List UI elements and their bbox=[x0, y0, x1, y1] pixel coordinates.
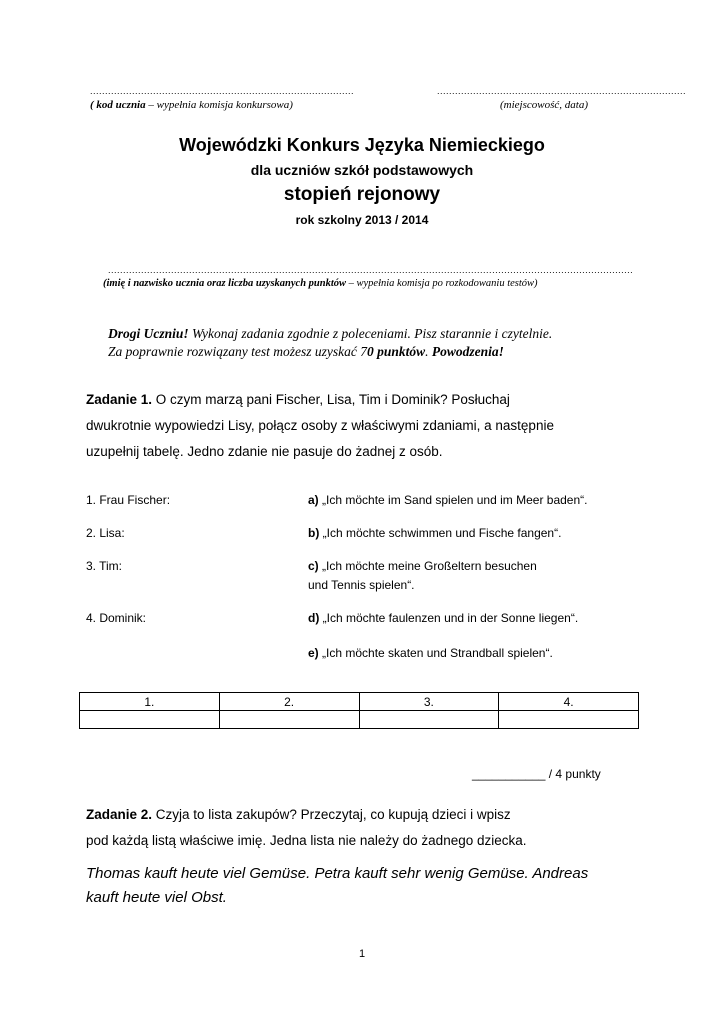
option-e-text: „Ich möchte skaten und Strandball spielen“. bbox=[318, 646, 553, 660]
task-1-line-1 bbox=[86, 387, 646, 413]
intro-line-2-a: Za poprawnie rozwiązany test możesz uzyskać 7 bbox=[108, 344, 367, 359]
intro-greeting: Drogi Uczniu! bbox=[108, 326, 189, 341]
answer-table-header-row bbox=[80, 693, 639, 711]
answer-cell-2[interactable] bbox=[219, 711, 359, 729]
answer-table-input-row bbox=[80, 711, 639, 729]
intro-line-1-rest: Wykonaj zadania zgodnie z poleceniami. Pisz starannie i czytelnie. bbox=[188, 326, 553, 341]
task-2-text-line-1: Thomas kauft heute viel Gemüse. Petra kauft sehr wenig Gemüse. Andreas bbox=[86, 865, 589, 882]
page-number: 1 bbox=[358, 948, 366, 960]
intro-line-1 bbox=[108, 325, 648, 343]
option-d-text: „Ich möchte faulenzen und in der Sonne liegen“. bbox=[319, 611, 579, 625]
option-c-line-2: und Tennis spielen“. bbox=[308, 578, 415, 592]
option-e bbox=[308, 644, 638, 663]
task-2-line-1-text: Czyja to lista zakupów? Przeczytaj, co kupują dzieci i wpisz bbox=[152, 807, 511, 822]
contest-subtitle: dla uczniów szkół podstawowych bbox=[250, 162, 474, 178]
task-2-heading: Zadanie 2. bbox=[86, 807, 153, 822]
student-name-caption-rest: – wypełnia komisja po rozkodowaniu testów) bbox=[346, 278, 538, 289]
task-1-instructions bbox=[86, 387, 646, 465]
option-c-text: „Ich möchte meine Großeltern besuchen bbox=[318, 559, 537, 573]
answer-cell-3[interactable] bbox=[359, 711, 499, 729]
task-1-line-1-text: O czym marzą pani Fischer, Lisa, Tim i Dominik? Posłuchaj bbox=[152, 392, 510, 407]
intro-good-luck: Powodzenia! bbox=[431, 344, 504, 359]
option-a bbox=[308, 491, 638, 510]
option-a-text: „Ich möchte im Sand spielen und im Meer baden“. bbox=[318, 493, 588, 507]
option-b bbox=[308, 524, 638, 543]
option-e-letter: e) bbox=[308, 646, 319, 660]
task-2-instructions bbox=[86, 802, 646, 854]
student-name-caption-bold: (imię i nazwisko ucznia oraz liczba uzyskanych punktów bbox=[103, 278, 347, 289]
option-c-letter: c) bbox=[308, 559, 319, 573]
answer-header-2: 2. bbox=[219, 693, 359, 711]
answer-table bbox=[79, 692, 639, 729]
student-name-caption bbox=[103, 278, 538, 289]
task-1-line-2: dwukrotnie wypowiedzi Lisy, połącz osoby z właściwymi zdaniami, a następnie bbox=[86, 418, 554, 433]
task-2-reading-text bbox=[86, 862, 646, 910]
answer-header-3: 3. bbox=[359, 693, 499, 711]
person-3: 3. Tim: bbox=[86, 559, 123, 573]
person-2: 2. Lisa: bbox=[86, 526, 125, 540]
student-name-dots: ............................................................................................................................................................................... bbox=[108, 265, 634, 275]
option-c bbox=[308, 557, 638, 595]
option-a-letter: a) bbox=[308, 493, 319, 507]
intro-line-2-b: . bbox=[425, 344, 432, 359]
student-code-dots: ........................................................................................ bbox=[90, 86, 355, 96]
task-1-heading: Zadanie 1. bbox=[86, 392, 153, 407]
contest-stage: stopień rejonowy bbox=[283, 184, 441, 205]
intro-points: 0 punktów bbox=[367, 344, 426, 359]
place-date-caption: (miejscowość, data) bbox=[500, 99, 588, 111]
task-2-text-line-2: kauft heute viel Obst. bbox=[86, 889, 227, 906]
contest-title: Wojewódzki Konkurs Języka Niemieckiego bbox=[179, 135, 545, 155]
student-code-caption-rest: – wypełnia komisja konkursowa) bbox=[145, 99, 293, 111]
task-2-line-1 bbox=[86, 802, 646, 828]
task-1-score: ___________ / 4 punkty bbox=[472, 767, 601, 781]
intro-line-2 bbox=[108, 343, 648, 361]
answer-header-4: 4. bbox=[499, 693, 639, 711]
option-d-letter: d) bbox=[308, 611, 320, 625]
option-c-line-1 bbox=[308, 557, 638, 576]
school-year: rok szkolny 2013 / 2014 bbox=[295, 213, 429, 227]
task-2-line-2: pod każdą listą właściwe imię. Jedna lista nie należy do żadnego dziecka. bbox=[86, 833, 527, 848]
answer-header-1: 1. bbox=[80, 693, 220, 711]
option-d bbox=[308, 609, 638, 628]
intro-text bbox=[108, 325, 648, 361]
person-1: 1. Frau Fischer: bbox=[86, 493, 171, 507]
option-b-text: „Ich möchte schwimmen und Fische fangen“. bbox=[319, 526, 562, 540]
answer-cell-4[interactable] bbox=[499, 711, 639, 729]
person-4: 4. Dominik: bbox=[86, 611, 147, 625]
student-code-caption-bold: ( kod ucznia bbox=[90, 99, 146, 111]
answer-cell-1[interactable] bbox=[80, 711, 220, 729]
student-code-caption bbox=[90, 99, 293, 111]
option-b-letter: b) bbox=[308, 526, 320, 540]
place-date-dots: ................................................................................... bbox=[437, 86, 687, 96]
task-1-line-3: uzupełnij tabelę. Jedno zdanie nie pasuje do żadnej z osób. bbox=[86, 444, 443, 459]
